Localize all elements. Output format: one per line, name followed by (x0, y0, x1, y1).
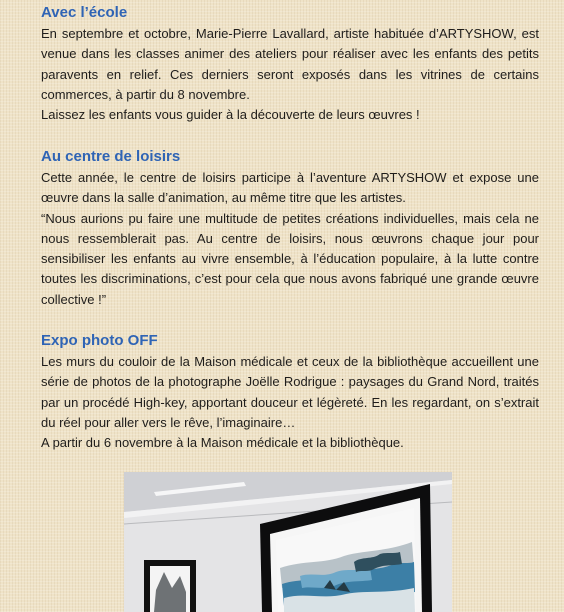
paragraph: A partir du 6 novembre à la Maison médicale et la bibliothèque. (41, 435, 404, 451)
section-heading-expo: Expo photo OFF (41, 332, 158, 349)
section-body-ecole (41, 24, 539, 125)
paragraph: Cette année, le centre de loisirs participe à l’aventure ARTYSHOW et expose une œuvre dans la salle d’animation, au même titre que les artistes. (41, 170, 539, 206)
paragraph: Laissez les enfants vous guider à la découverte de leurs œuvres ! (41, 107, 420, 123)
section-body-loisirs (41, 168, 539, 310)
framed-photo-gallery-icon (124, 472, 452, 612)
paragraph: Les murs du couloir de la Maison médicale et ceux de la bibliothèque accueillent une série de photos de la photographe Joëlle Rodrigue : paysages du Grand Nord, traités par un procédé High-key, apportant douceur et légèreté. En les regardant, on s’extrait du réel pour aller vers le rêve, l’imaginaire… (41, 354, 539, 430)
section-body-expo (41, 352, 539, 453)
section-heading-ecole: Avec l’école (41, 4, 128, 21)
gallery-photo (124, 472, 452, 612)
paragraph: “Nous aurions pu faire une multitude de petites créations individuelles, mais cela ne nous ressemblerait pas. Au centre de loisirs, nous œuvrons chaque jour pour sensibiliser les enfants au vivre ensemble, à l’éducation populaire, à la lutte contre toutes les discriminations, c’est pour cela que nous avons fabriqué une grande œuvre collective !” (41, 210, 539, 307)
paragraph: En septembre et octobre, Marie-Pierre Lavallard, artiste habituée d’ARTYSHOW, est venue dans les classes animer des ateliers pour réaliser avec les enfants des petits paravents en relief. Ces derniers seront exposés dans les vitrines de certains commerces, à partir du 8 novembre. (41, 26, 539, 102)
section-heading-loisirs: Au centre de loisirs (41, 148, 181, 165)
